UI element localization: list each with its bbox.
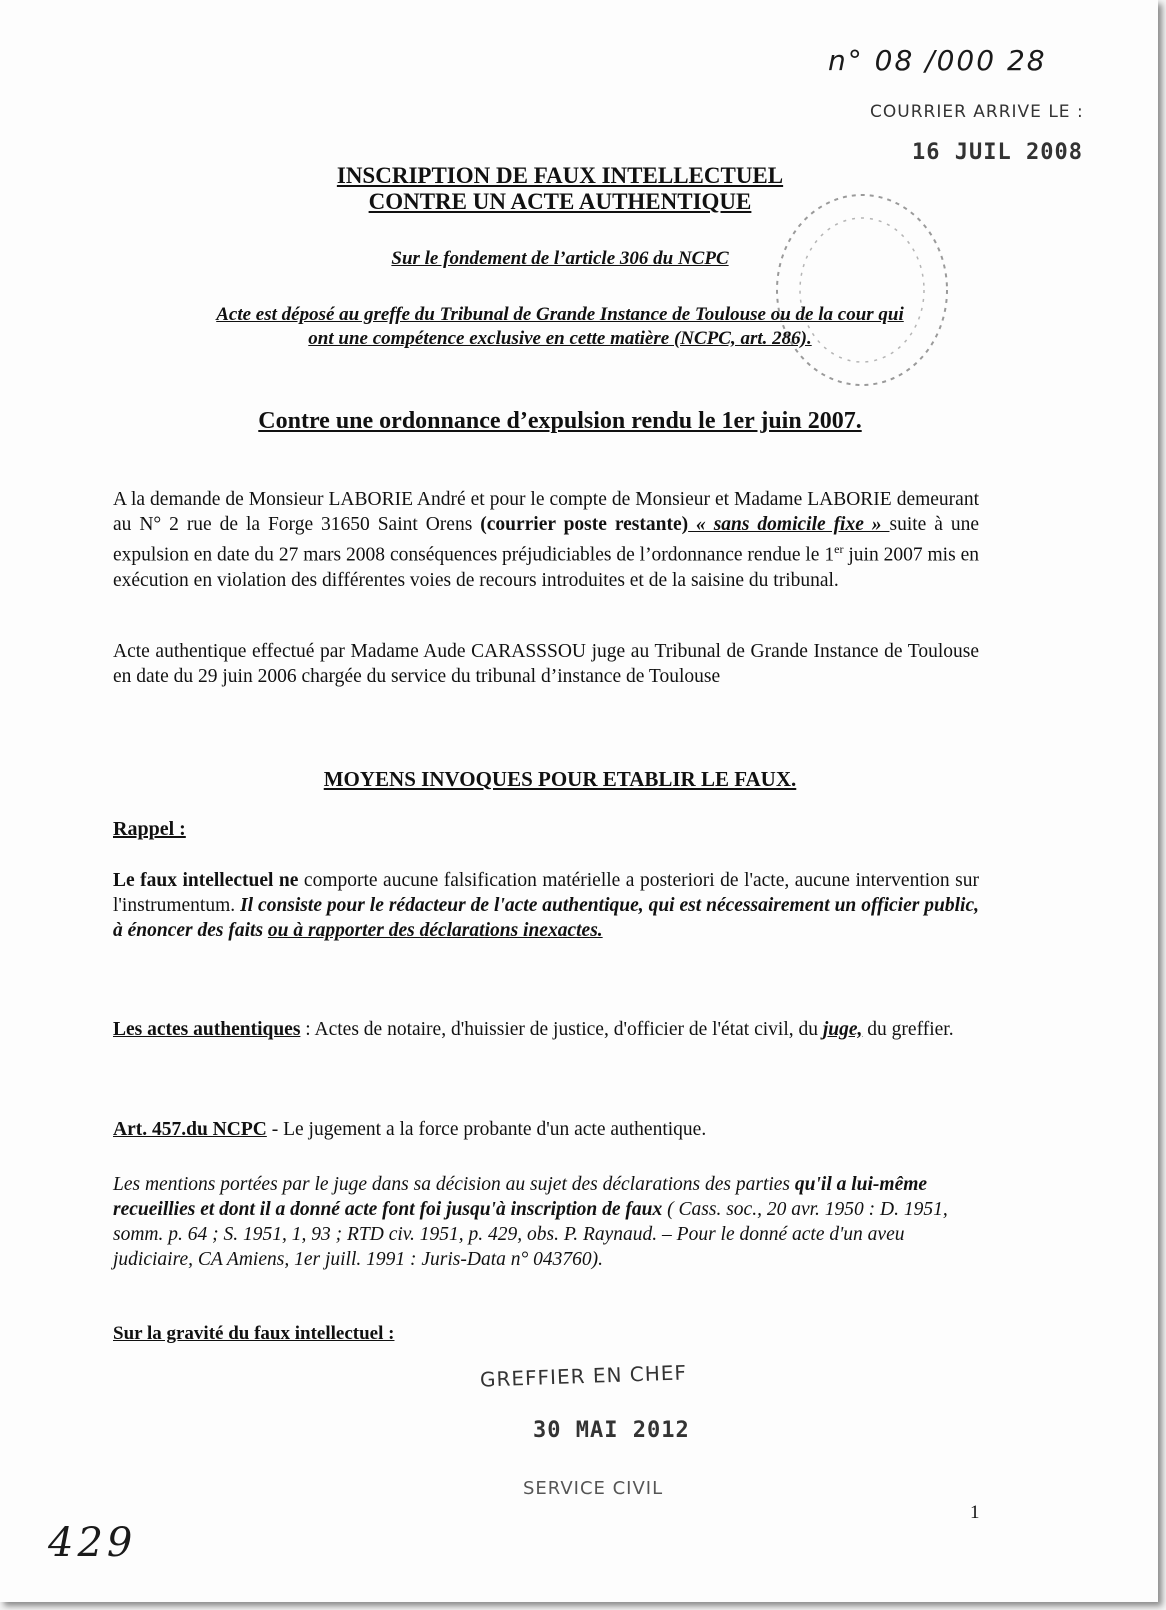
courrier-arrive-label: COURRIER ARRIVE LE : xyxy=(870,102,1084,122)
handwritten-ref-number: n° 08 /000 28 xyxy=(828,44,1047,77)
circular-seal-stamp xyxy=(770,185,960,395)
art-457-body: - Le jugement a la force probante d'un acte authentique. xyxy=(266,1119,707,1140)
title-line-2: CONTRE UN ACTE AUTHENTIQUE xyxy=(368,189,752,214)
paragraph-demande xyxy=(113,487,979,593)
courrier-arrive-date: 16 JUIL 2008 xyxy=(912,140,1083,165)
fondement-subtitle: Sur le fondement de l’article 306 du NCPC xyxy=(391,248,729,269)
faux-intellectuel-body: comporte aucune falsification matérielle a posteriori de l'acte, aucune intervention sur l'instrumentum. xyxy=(113,870,979,916)
depot-line-2: ont une compétence exclusive en cette matière (NCPC, art. 286). xyxy=(308,328,812,349)
paragraph-actes-authentiques xyxy=(113,1017,979,1042)
mentions-citation: ( Cass. soc., 20 avr. 1950 : D. 1951, somm. p. 64 ; S. 1951, 1, 93 ; RTD civ. 1951, p. 429, obs. P. Raynaud. – Pour le donné acte d'un aveu judiciaire, CA Amiens, 1er juill. 1991 : Juris-Data n° 043760). xyxy=(113,1199,948,1270)
page-number: 1 xyxy=(970,1502,980,1523)
paragraph-acte-authentique: Acte authentique effectué par Madame Aude CARASSSOU juge au Tribunal de Grande Instance de Toulouse en date du 29 juin 2006 chargée du service du tribunal d’instance de Toulouse xyxy=(113,641,979,687)
depot-line-1: Acte est déposé au greffe du Tribunal de Grande Instance de Toulouse ou de la cour qui xyxy=(216,304,904,325)
greffier-stamp-title: GREFFIER EN CHEF xyxy=(479,1360,688,1392)
sans-domicile-text: « sans domicile fixe » xyxy=(688,514,890,535)
mentions-text-a: Les mentions portées par le juge dans sa décision au sujet des déclarations des parties xyxy=(113,1174,795,1195)
superscript-er: er xyxy=(834,542,844,556)
mentions-emphasis: qu'il a lui-même recueillies et dont il a donné acte font foi jusqu'à inscription de faux xyxy=(113,1174,928,1220)
juge-emphasis: juge, xyxy=(822,1019,863,1040)
depot-notice xyxy=(100,303,1020,351)
faux-intellectuel-emphasis: ou à rapporter des déclarations inexactes. xyxy=(267,920,603,941)
rappel-heading: Rappel : xyxy=(113,818,186,840)
greffier-stamp-date: 30 MAI 2012 xyxy=(533,1418,690,1443)
paragraph-mentions xyxy=(113,1172,979,1272)
actes-authentiques-body: : Actes de notaire, d'huissier de justice, d'officier de l'état civil, du xyxy=(300,1019,823,1040)
art-457-lead: Art. 457.du NCPC xyxy=(113,1119,267,1140)
title-line-1: INSCRIPTION DE FAUX INTELLECTUEL xyxy=(336,163,784,188)
poste-restante-text: (courrier poste restante) xyxy=(480,514,689,535)
demande-text-a: A la demande de Monsieur LABORIE André et pour le compte de Monsieur et Madame LABORIE demeurant au N° 2 rue de la Forge 31650 Saint Orens xyxy=(113,489,979,535)
actes-authentiques-tail: du greffier. xyxy=(862,1019,954,1040)
faux-intellectuel-definition: Il consiste pour le rédacteur de l'acte authentique, qui est nécessairement un officier public, à énoncer des faits xyxy=(113,895,979,941)
actes-authentiques-lead: Les actes authentiques xyxy=(113,1019,301,1040)
faux-intellectuel-lead: Le faux intellectuel ne xyxy=(113,870,299,891)
greffier-stamp-service: SERVICE CIVIL xyxy=(523,1478,664,1499)
handwritten-page-number: 429 xyxy=(48,1520,137,1566)
paragraph-faux-intellectuel xyxy=(113,868,979,943)
document-title xyxy=(200,163,920,215)
gravite-heading: Sur la gravité du faux intellectuel : xyxy=(113,1323,395,1344)
demande-text-e: juin 2007 mis en exécution en violation des différentes voies de recours introduites et de la saisine du tribunal. xyxy=(113,544,979,591)
contre-heading: Contre une ordonnance d’expulsion rendu le 1er juin 2007. xyxy=(258,408,862,434)
moyens-heading: MOYENS INVOQUES POUR ETABLIR LE FAUX. xyxy=(323,767,797,791)
paragraph-art-457 xyxy=(113,1117,979,1142)
demande-text-d: suite à une expulsion en date du 27 mars 2008 conséquences préjudiciables de l’ordonnance rendue le 1 xyxy=(113,514,979,566)
